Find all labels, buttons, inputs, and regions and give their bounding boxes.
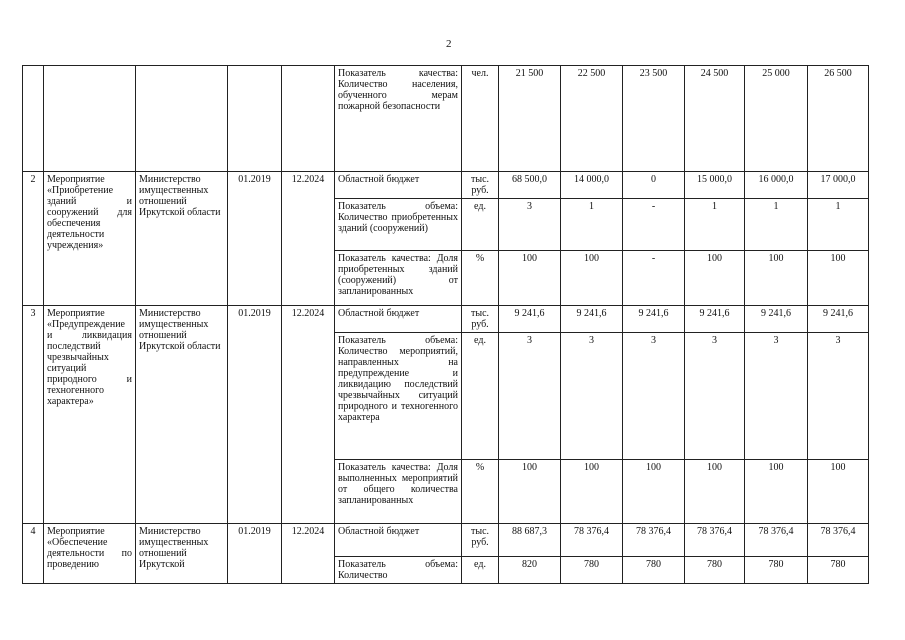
- unit-cell: тыс. руб.: [462, 172, 499, 199]
- value-cell: 1: [685, 199, 745, 251]
- value-cell: 1: [745, 199, 808, 251]
- value-cell: 26 500: [808, 66, 869, 172]
- value-cell: 100: [745, 251, 808, 306]
- value-cell: 3: [745, 333, 808, 460]
- value-cell: 780: [561, 557, 623, 584]
- value-cell: 3: [499, 333, 561, 460]
- indicator-label-cell: Показатель объема: Количество мероприятий, направленных на предупреждение и ликвидацию последствий чрезвычайных ситуаций природного и техногенного характера: [335, 333, 462, 460]
- row-number-cell: 3: [23, 306, 44, 524]
- activity-name-cell: Мероприятие «Приобретение зданий и сооружений для обеспечения деятельности учреждения»: [44, 172, 136, 306]
- start-date-cell: 01.2019: [228, 306, 282, 524]
- unit-cell: тыс. руб.: [462, 524, 499, 557]
- indicator-label-cell: Показатель объема: Количество приобретенных зданий (сооружений): [335, 199, 462, 251]
- value-cell: 24 500: [685, 66, 745, 172]
- value-cell: 780: [808, 557, 869, 584]
- value-cell: 780: [623, 557, 685, 584]
- value-cell: 1: [808, 199, 869, 251]
- value-cell: 78 376,4: [745, 524, 808, 557]
- unit-cell: %: [462, 460, 499, 524]
- value-cell: 78 376,4: [808, 524, 869, 557]
- value-cell: 1: [561, 199, 623, 251]
- value-cell: -: [623, 199, 685, 251]
- end-date-cell: 12.2024: [282, 306, 335, 524]
- value-cell: 9 241,6: [561, 306, 623, 333]
- value-cell: 100: [499, 460, 561, 524]
- row-number-cell: 2: [23, 172, 44, 306]
- value-cell: 88 687,3: [499, 524, 561, 557]
- indicator-label-cell: Областной бюджет: [335, 172, 462, 199]
- value-cell: 100: [808, 460, 869, 524]
- value-cell: 9 241,6: [623, 306, 685, 333]
- value-cell: 780: [685, 557, 745, 584]
- value-cell: 78 376,4: [561, 524, 623, 557]
- value-cell: 78 376,4: [685, 524, 745, 557]
- executor-cell: Министерство имущественных отношений Иркутской: [136, 524, 228, 584]
- end-date-cell: [282, 66, 335, 172]
- table-row: [23, 306, 869, 333]
- value-cell: 820: [499, 557, 561, 584]
- value-cell: 68 500,0: [499, 172, 561, 199]
- unit-cell: %: [462, 251, 499, 306]
- value-cell: 15 000,0: [685, 172, 745, 199]
- indicator-label-cell: Показатель качества: Доля выполненных мероприятий от общего количества запланированных: [335, 460, 462, 524]
- value-cell: 100: [623, 460, 685, 524]
- unit-cell: тыс. руб.: [462, 306, 499, 333]
- executor-cell: Министерство имущественных отношений Иркутской области: [136, 306, 228, 524]
- unit-cell: ед.: [462, 199, 499, 251]
- value-cell: 0: [623, 172, 685, 199]
- indicator-label-cell: Показатель объема: Количество: [335, 557, 462, 584]
- value-cell: 3: [561, 333, 623, 460]
- start-date-cell: 01.2019: [228, 524, 282, 584]
- value-cell: 100: [685, 460, 745, 524]
- program-table: [22, 65, 869, 584]
- value-cell: 78 376,4: [623, 524, 685, 557]
- value-cell: 23 500: [623, 66, 685, 172]
- value-cell: 100: [499, 251, 561, 306]
- value-cell: 780: [745, 557, 808, 584]
- row-number-cell: [23, 66, 44, 172]
- activity-name-cell: Мероприятие «Предупреждение и ликвидация последствий чрезвычайных ситуаций природного и техногенного характера»: [44, 306, 136, 524]
- start-date-cell: [228, 66, 282, 172]
- value-cell: 100: [808, 251, 869, 306]
- value-cell: 3: [808, 333, 869, 460]
- value-cell: 100: [561, 251, 623, 306]
- indicator-label-cell: Показатель качества: Количество населения, обученного мерам пожарной безопасности: [335, 66, 462, 172]
- value-cell: -: [623, 251, 685, 306]
- unit-cell: ед.: [462, 557, 499, 584]
- start-date-cell: 01.2019: [228, 172, 282, 306]
- value-cell: 17 000,0: [808, 172, 869, 199]
- value-cell: 100: [561, 460, 623, 524]
- value-cell: 100: [745, 460, 808, 524]
- value-cell: 25 000: [745, 66, 808, 172]
- executor-cell: [136, 66, 228, 172]
- table-row: [23, 524, 869, 557]
- table-row: [23, 66, 869, 172]
- value-cell: 9 241,6: [499, 306, 561, 333]
- unit-cell: ед.: [462, 333, 499, 460]
- value-cell: 3: [499, 199, 561, 251]
- indicator-label-cell: Областной бюджет: [335, 524, 462, 557]
- unit-cell: чел.: [462, 66, 499, 172]
- value-cell: 14 000,0: [561, 172, 623, 199]
- page-number: 2: [446, 38, 452, 50]
- end-date-cell: 12.2024: [282, 172, 335, 306]
- table-row: [23, 172, 869, 199]
- activity-name-cell: Мероприятие «Обеспечение деятельности по проведению: [44, 524, 136, 584]
- activity-name-cell: [44, 66, 136, 172]
- indicator-label-cell: Областной бюджет: [335, 306, 462, 333]
- value-cell: 16 000,0: [745, 172, 808, 199]
- value-cell: 3: [685, 333, 745, 460]
- value-cell: 22 500: [561, 66, 623, 172]
- row-number-cell: 4: [23, 524, 44, 584]
- value-cell: 9 241,6: [745, 306, 808, 333]
- value-cell: 100: [685, 251, 745, 306]
- value-cell: 9 241,6: [808, 306, 869, 333]
- executor-cell: Министерство имущественных отношений Иркутской области: [136, 172, 228, 306]
- end-date-cell: 12.2024: [282, 524, 335, 584]
- indicator-label-cell: Показатель качества: Доля приобретенных зданий (сооружений) от запланированных: [335, 251, 462, 306]
- value-cell: 21 500: [499, 66, 561, 172]
- value-cell: 9 241,6: [685, 306, 745, 333]
- value-cell: 3: [623, 333, 685, 460]
